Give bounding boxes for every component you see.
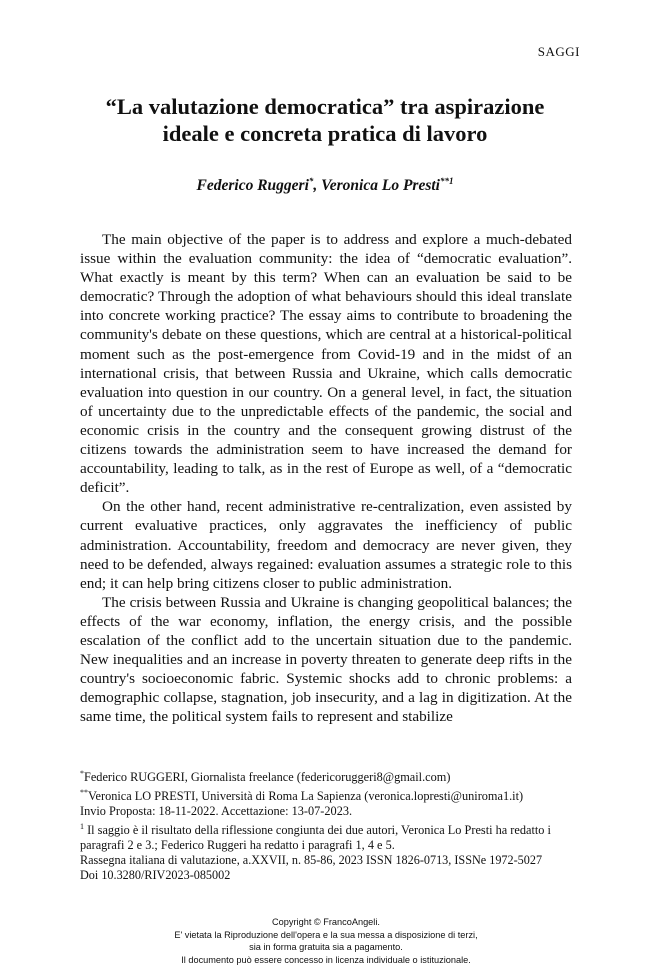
footnote-author-2: **Veronica LO PRESTI, Università di Roma La Sapienza (veronica.lopresti@uniroma1.it) — [80, 785, 580, 804]
copyright-line-4: Il documento può essere concesso in licenza individuale o istituzionale. — [80, 954, 572, 966]
title-line-2: ideale e concreta pratica di lavoro — [60, 120, 590, 147]
doi: Doi 10.3280/RIV2023-085002 — [80, 868, 542, 883]
paragraph-1: The main objective of the paper is to address and explore a much-debated issue within the evaluation community: the idea of “democratic evaluation”. What exactly is meant by this term? When can an evaluation be said to be democratic? Through the adoption of what behaviours should this ideal translate into concrete working practice? The essay aims to contribute to broadening the community's debate on these questions, which are central at a historical-political moment such as the post-emergence from Covid-19 and in the midst of an international crisis, that between Russia and Ukraine, which calls democratic evaluation into question in our country. On a general level, in fact, the situation of uncertainty due to the unpredictable effects of the pandemic, the social and economic crisis in the country and the consequent growing distrust of the citizens towards the administration seem to have increased the demand for accountability, leading to talk, as in the rest of Europe as well, of a “democratic deficit”. — [80, 230, 572, 497]
paragraph-3: The crisis between Russia and Ukraine is changing geopolitical balances; the effects of the war economy, inflation, the energy crisis, and the possible escalation of the conflict add to the uncertain situation due to the pandemic. New inequalities and an increase in poverty threaten to generate deep rifts in the country's socioeconomic fabric. Systemic shocks add to chronic problems: a demographic collapse, stagnation, job insecurity, and a lag in digitization. At the same time, the political system fails to represent and stabilize — [80, 593, 572, 727]
abstract-body — [80, 230, 572, 726]
footnote-author-1: *Federico RUGGERI, Giornalista freelance (federicoruggeri8@gmail.com) — [80, 766, 580, 785]
article-title — [60, 93, 590, 147]
paragraph-2: On the other hand, recent administrative re-centralization, even assisted by current evaluative practices, only aggravates the inefficiency of public administration. Accountability, freedom and democracy are never given, they need to be defended, always regained: evaluation assumes a strategic role to this end; it can help bring citizens closer to public administration. — [80, 497, 572, 592]
author-2: Veronica Lo Presti — [321, 177, 440, 194]
footnote-1: $^1$ Il saggio è il risultato della riflessione congiunta dei due autori, Veronica Lo Presti ha redatto i paragrafi 2 e 3.; Federico Ruggeri ha redatto i paragrafi 1, 4 e 5. — [80, 819, 580, 853]
author-2-mark: **1 — [440, 176, 454, 186]
copyright-line-2: E' vietata la Riproduzione dell'opera e la sua messa a disposizione di terzi, — [80, 929, 572, 942]
copyright-line-3: sia in forma gratuita sia a pagamento. — [80, 941, 572, 954]
author-separator: , — [313, 177, 321, 194]
footnote-mark-1: * — [80, 769, 84, 778]
copyright-notice — [80, 916, 572, 966]
footnote-mark-2: ** — [80, 788, 88, 797]
journal-info — [80, 853, 542, 882]
journal-citation: Rassegna italiana di valutazione, a.XXVII, n. 85-86, 2023 ISSN 1826-0713, ISSNe 1972-5027 — [80, 853, 542, 868]
section-label: SAGGI — [538, 44, 580, 60]
submission-dates: Invio Proposta: 18-11-2022. Accettazione: 13-07-2023. — [80, 804, 580, 819]
author-1: Federico Ruggeri — [197, 177, 309, 194]
author-1-mark: * — [309, 176, 314, 186]
footnote-mark-3: 1 — [80, 822, 84, 831]
copyright-line-1: Copyright © FrancoAngeli. — [80, 916, 572, 929]
footnotes — [80, 766, 580, 853]
authors — [60, 176, 590, 195]
title-line-1: “La valutazione democratica” tra aspirazione — [60, 93, 590, 120]
